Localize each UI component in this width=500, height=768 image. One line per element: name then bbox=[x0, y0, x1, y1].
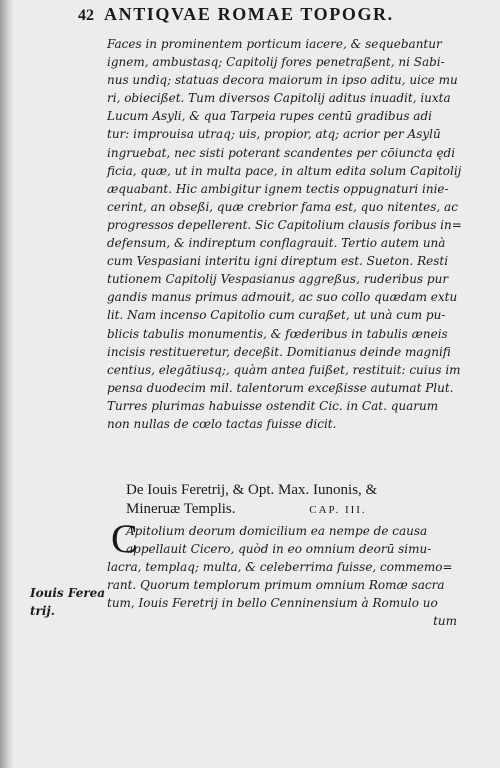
chapter-title-line-1: De Iouis Feretrij, & Opt. Max. Iunonis, & bbox=[126, 482, 378, 498]
text-line: defensum, & indireptum conflagrauit. Tertio autem unà bbox=[107, 236, 446, 251]
chapter-heading bbox=[126, 481, 456, 520]
drop-cap: C bbox=[111, 516, 138, 561]
text-line: incisis restitueretur, deceßit. Domitianus deinde magnifi bbox=[107, 344, 451, 359]
text-line: progressos depellerent. Sic Capitolium clausis foribus in= bbox=[107, 217, 462, 232]
chapter-text-line: lacra, templaq; multa, & celeberrima fuisse, commemo= bbox=[107, 560, 453, 575]
marginal-note bbox=[30, 584, 105, 620]
running-head: ANTIQVAE ROMAE TOPOGR. bbox=[104, 4, 394, 24]
text-line: pensa duodecim mil. talentorum exceßisse autumat Plut. bbox=[107, 380, 454, 395]
marginal-note-line-1: Iouis Ferea bbox=[30, 586, 106, 600]
page-header bbox=[78, 4, 394, 30]
catchword: tum bbox=[433, 614, 457, 629]
text-line: cum Vespasiani interitu igni direptum est. Sueton. Resti bbox=[107, 254, 449, 269]
binding-shadow bbox=[0, 0, 14, 768]
chapter-text-line: rant. Quorum templorum primum omnium Romæ sacra bbox=[107, 578, 445, 593]
text-line: ri, obiecißet. Tum diversos Capitolij aditus inuadit, iuxta bbox=[107, 91, 451, 106]
chapter-text-block bbox=[107, 522, 457, 631]
text-line: tur: improuisa utraq; uis, propior, atq; acrior per Asylū bbox=[107, 127, 441, 142]
text-line: cerint, an obseßi, quæ crebrior fama est, quo nitentes, ac bbox=[107, 199, 458, 214]
chapter-text-line: appellauit Cicero, quòd in eo omnium deorū simu- bbox=[126, 542, 432, 557]
chapter-text-line: Apitolium deorum domicilium ea nempe de causa bbox=[126, 524, 428, 538]
text-line: ignem, ambustasq; Capitolij fores penetraßent, ni Sabi- bbox=[107, 55, 445, 70]
text-line: æquabant. Hic ambigitur ignem tectis oppugnaturi inie- bbox=[107, 181, 449, 196]
text-line: non nullas de cœlo tactas fuisse dicit. bbox=[107, 416, 337, 431]
text-line: Lucum Asyli, & qua Tarpeia rupes centū gradibus adi bbox=[107, 109, 432, 124]
chapter-label: CAP. III. bbox=[309, 504, 367, 516]
text-line: blicis tabulis monumentis, & fœderibus in tabulis æneis bbox=[107, 326, 448, 341]
text-line: ingruebat, nec sisti poterant scandentes per cōiuncta ędi bbox=[107, 145, 456, 160]
page-number: 42 bbox=[78, 7, 94, 24]
chapter-text-line: tum, Iouis Feretrij in bello Cenninensium à Romulo uo bbox=[107, 596, 438, 611]
chapter-title-text: Mineruæ Templis. bbox=[126, 501, 236, 517]
text-line: nus undiq; statuas decora maiorum in ipso aditu, uice mu bbox=[107, 73, 458, 88]
text-line: lit. Nam incenso Capitolio cum curaßet, ut unà cum pu- bbox=[107, 308, 446, 323]
main-text-block bbox=[107, 35, 462, 433]
text-line: Faces in prominentem porticum iacere, & sequebantur bbox=[107, 37, 442, 51]
text-line: gandis manus primus admouit, ac suo collo quædam extu bbox=[107, 290, 458, 305]
chapter-title-line-2 bbox=[126, 500, 456, 520]
text-line: Turres plurimas habuisse ostendit Cic. in Cat. quarum bbox=[107, 398, 439, 413]
marginal-note-line-2: trij. bbox=[30, 604, 55, 618]
text-line: centius, elegātiusq;, quàm antea fuißet, restituit: cuius im bbox=[107, 362, 461, 377]
text-line: ficia, quæ, ut in multa pace, in altum edita solum Capitolij bbox=[107, 163, 462, 178]
text-line: tutionem Capitolij Vespasianus aggreßus, ruderibus pur bbox=[107, 272, 449, 287]
